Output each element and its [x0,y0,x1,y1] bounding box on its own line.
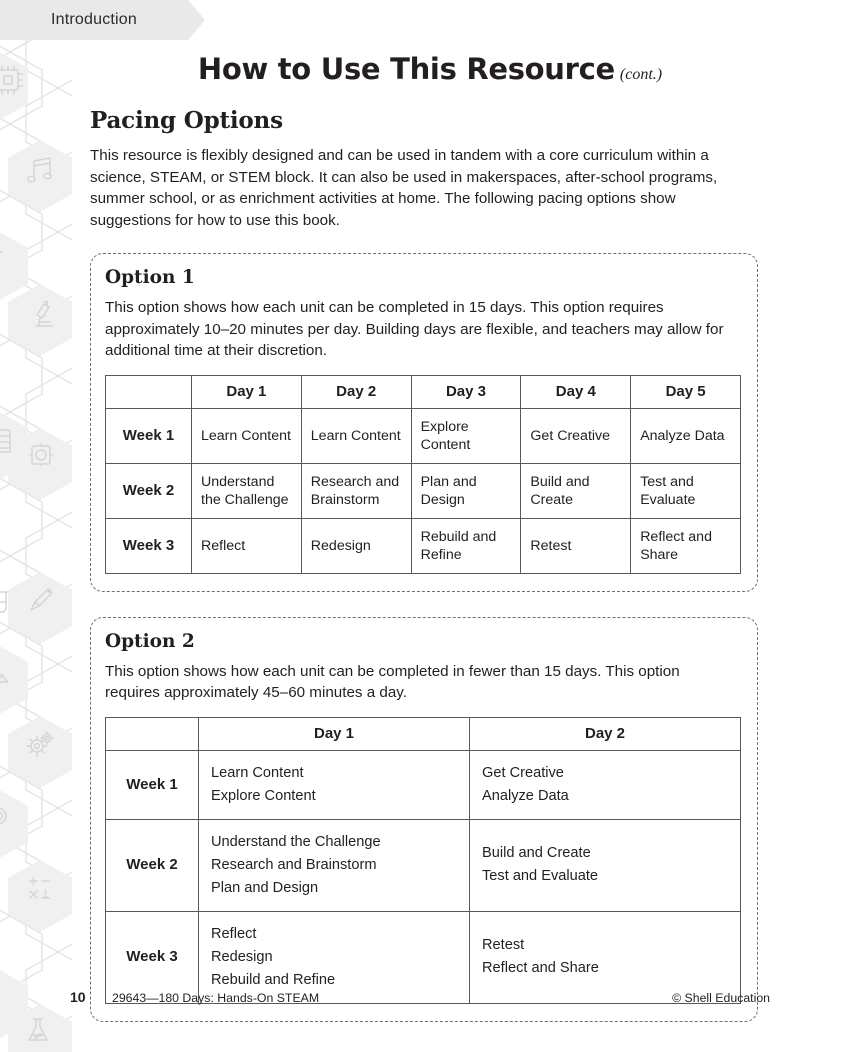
cell-week3-day5: Reflect and Share [631,518,741,573]
table-corner-cell [106,375,192,408]
cell-week2-day2: Research and Brainstorm [301,463,411,518]
task-line: Retest [482,937,525,953]
option-2-description: This option shows how each unit can be completed in fewer than 15 days. This option requires approximately 45–60 minutes a day. [105,662,680,701]
column-header-day-3: Day 3 [411,375,521,408]
column-header-day-2: Day 2 [470,717,741,750]
task-line: Rebuild and Refine [211,971,336,988]
row-label-week-3: Week 3 [106,911,199,1003]
cell-week3-day1: Reflect [192,518,302,573]
test-tube-icon [0,592,8,612]
column-header-day-4: Day 4 [521,375,631,408]
footer-copyright: © Shell Education [672,991,770,1005]
footer-book-title: 29643—180 Days: Hands-On STEAM [112,991,320,1005]
column-header-day-1: Day 1 [199,717,470,750]
section-tab [0,0,240,40]
page-content [90,0,770,1022]
task-line: Explore Content [211,787,316,804]
cell-week3-day3: Rebuild and Refine [411,518,521,573]
cell-week1-day2: Learn Content [301,408,411,463]
table-header-row [106,717,741,750]
cell-week2-day2 [470,819,741,911]
option-1-heading: Option 1 [105,267,195,288]
task-line: Plan and Design [211,879,319,896]
row-label-week-3: Week 3 [106,518,192,573]
page-footer [70,989,770,1005]
column-header-day-2: Day 2 [301,375,411,408]
row-label-week-2: Week 2 [106,463,192,518]
row-label-week-2: Week 2 [106,819,199,911]
column-header-day-5: Day 5 [631,375,741,408]
column-header-day-1: Day 1 [192,375,302,408]
page-title: How to Use This Resource [197,52,615,86]
page-title-continued-note: (cont.) [619,66,663,83]
cell-week1-day1: Learn Content [192,408,302,463]
task-line: Build and Create [482,845,591,861]
task-line: Research and Brainstorm [211,856,377,873]
task-line: Learn Content [211,764,304,781]
cell-week1-day3: Explore Content [411,408,521,463]
cell-week2-day5: Test and Evaluate [631,463,741,518]
cell-week1-day5: Analyze Data [631,408,741,463]
table-header-row [106,375,741,408]
table-row [106,518,741,573]
task-line: Reflect and Share [482,960,599,976]
table-row [106,463,741,518]
footer-page-number: 10 [70,989,86,1005]
cell-week2-day1: Understand the Challenge [192,463,302,518]
task-line: Get Creative [482,764,564,781]
cell-week2-day3: Plan and Design [411,463,521,518]
page-title-row [90,52,770,86]
table-row [106,750,741,819]
section-tab-label: Introduction [50,11,137,28]
option-1-box [90,253,758,592]
cell-week1-day1 [199,750,470,819]
option-2-box [90,617,758,1022]
option-1-pacing-table [105,375,741,574]
task-line: Test and Evaluate [482,868,599,884]
option-1-description: This option shows how each unit can be completed in 15 days. This option requires approximately 10–20 minutes per day. Building days are flexible, and teachers may allow for additional time at their discretion. [105,299,724,359]
cell-week3-day4: Retest [521,518,631,573]
task-line: Understand the Challenge [211,833,381,850]
cell-week3-day2: Redesign [301,518,411,573]
table-corner-cell [106,717,199,750]
section-heading: Pacing Options [90,107,283,134]
option-2-pacing-table [105,717,741,1004]
table-row [106,819,741,911]
option-2-heading: Option 2 [105,630,195,652]
cell-week1-day2 [470,750,741,819]
hexagon-pattern-sidebar [0,0,72,1052]
row-label-week-1: Week 1 [106,750,199,819]
task-line: Analyze Data [482,787,569,804]
cell-week1-day4: Get Creative [521,408,631,463]
cell-week2-day4: Build and Create [521,463,631,518]
task-line: Redesign [211,948,273,965]
row-label-week-1: Week 1 [106,408,192,463]
cell-week2-day1 [199,819,470,911]
task-line: Reflect [211,925,257,942]
table-row [106,408,741,463]
intro-paragraph: This resource is flexibly designed and can be used in tandem with a core curriculum within a science, STEAM, or STEM block. It can also be used in makerspaces, after-school programs, summer school, or as enrichment activities at home. The following pacing options show suggestions for how to use this book. [90,147,718,229]
